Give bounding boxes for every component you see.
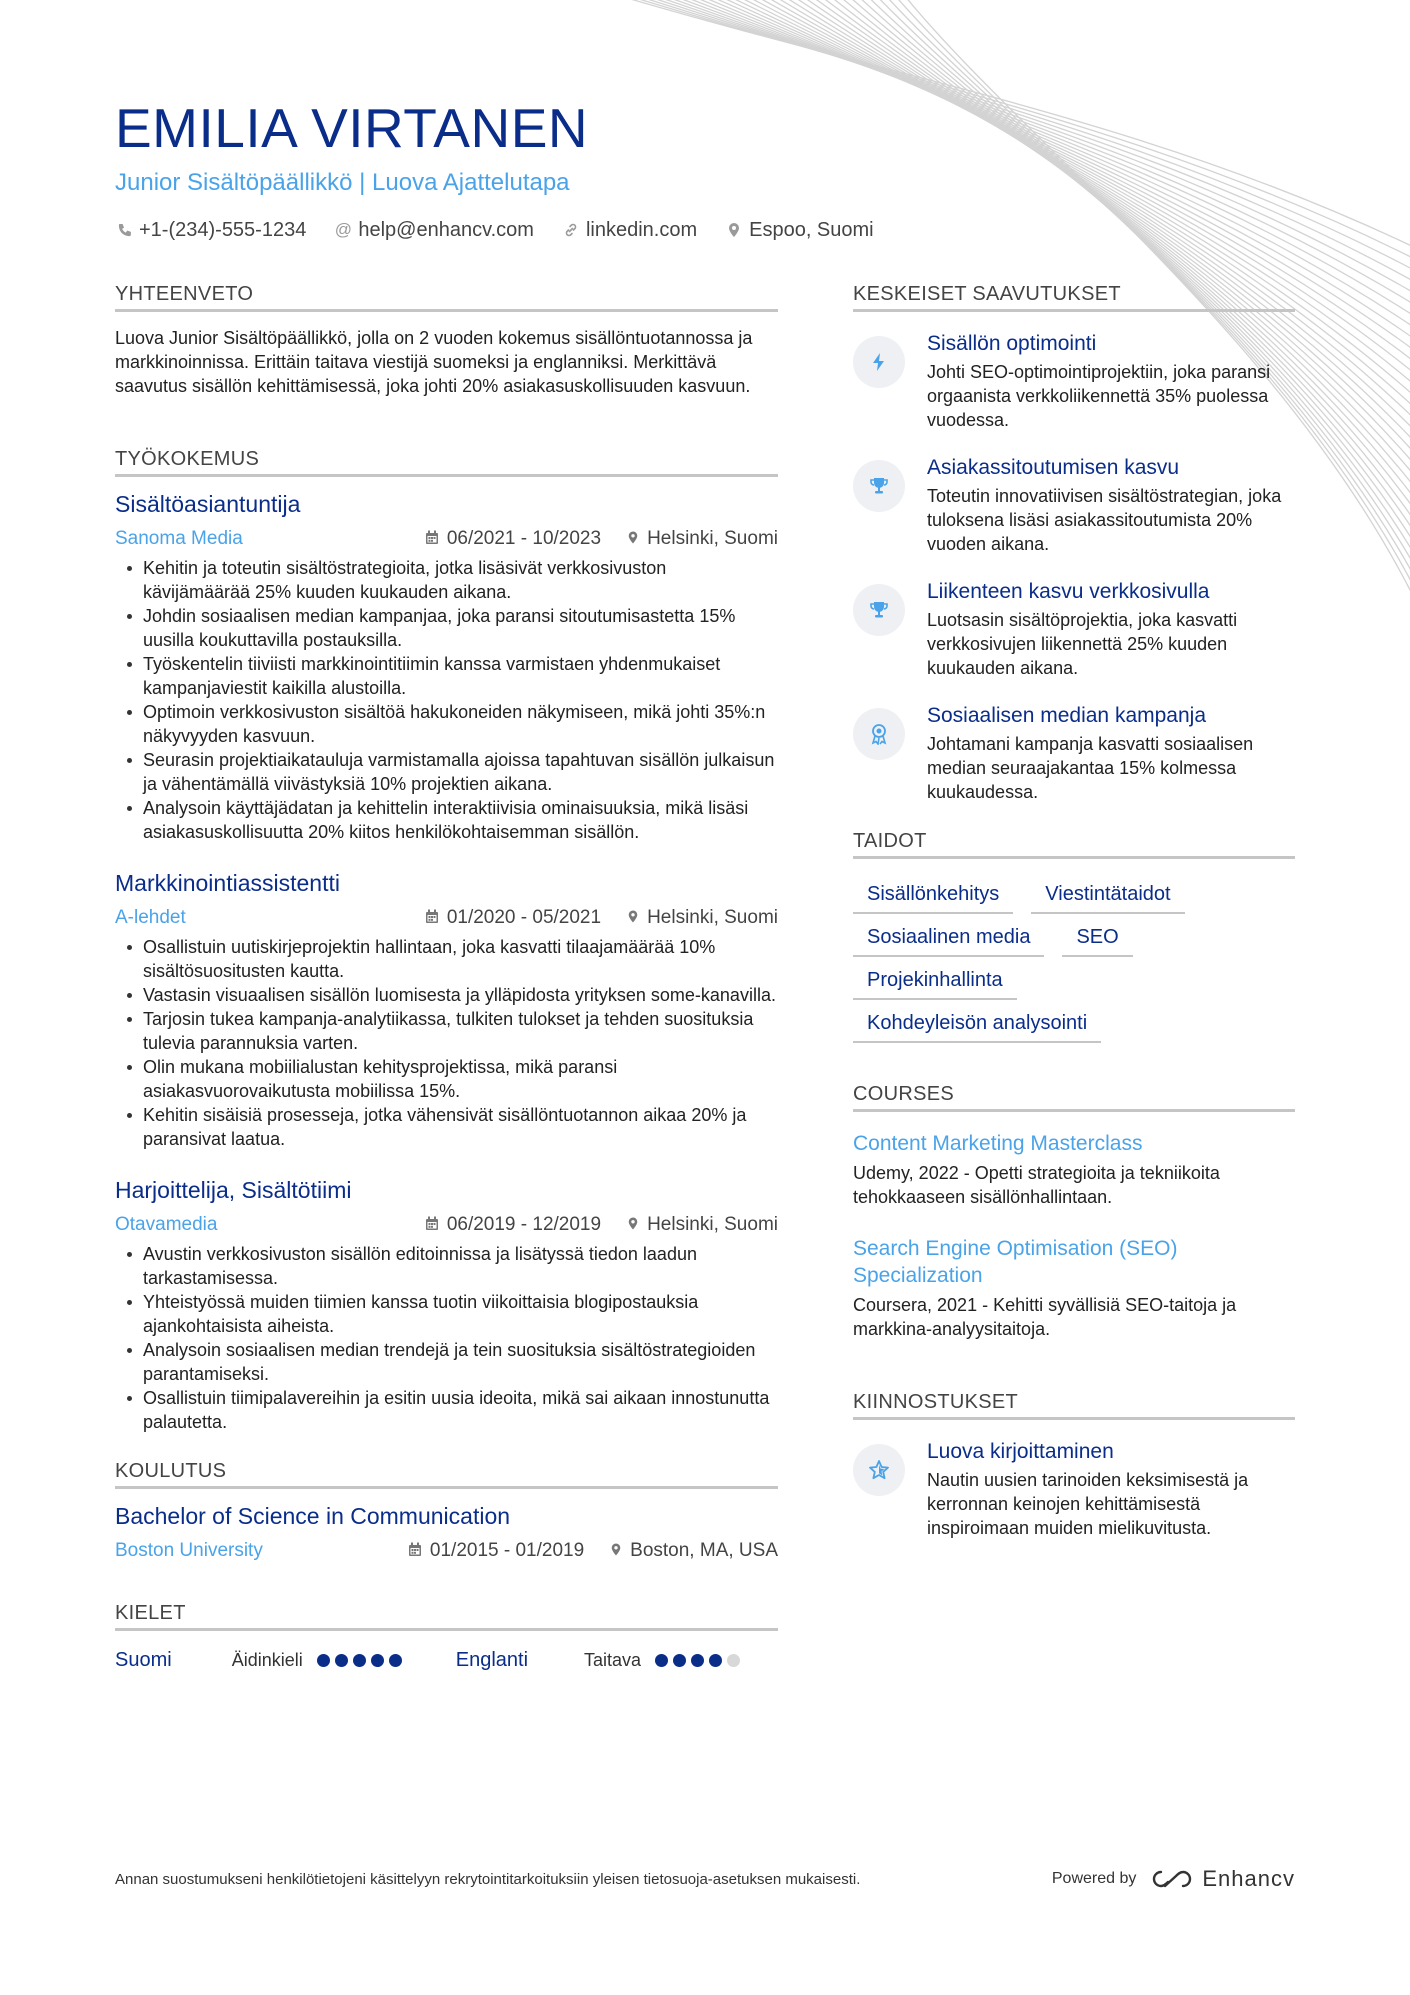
contact-phone-text: +1-(234)-555-1234 [139, 218, 307, 241]
award-icon [853, 708, 905, 760]
contact-linkedin-text: linkedin.com [585, 218, 698, 241]
bullet-item: Optimoin verkkosivuston sisältöä hakukoneiden näkymiseen, mikä johti 35%:n näkyvyyden kasvuun. [115, 700, 778, 748]
achievement-list [853, 332, 1295, 804]
achievement-item [853, 704, 1295, 804]
achievement-item [853, 332, 1295, 432]
job-meta [115, 528, 778, 550]
bullet-item: Kehitin ja toteutin sisältöstrategioita, jotka lisäsivät verkkosivuston kävijämäärää 25% kuuden kuukauden aikana. [115, 556, 778, 604]
achievements-title: KESKEISET SAAVUTUKSET [853, 283, 1295, 312]
course-desc: Coursera, 2021 - Kehitti syvällisiä SEO-taitoja ja markkina-analyysitaitoja. [853, 1295, 1237, 1339]
language-rating [655, 1654, 740, 1667]
map-pin-icon [627, 1216, 639, 1235]
bullet-item: Analysoin käyttäjädatan ja kehittelin interaktiivisia ominaisuuksia, mikä lisäsi asiakasuskollisuutta 20% kiitos henkilökohtaisemman sisällön. [115, 796, 778, 844]
skill-tag: Projekinhallinta [853, 969, 1017, 1000]
resume-header [115, 98, 874, 242]
course-title[interactable]: Content Marketing Masterclass [853, 1132, 1143, 1155]
achievement-item [853, 580, 1295, 680]
summary-title: YHTEENVETO [115, 283, 778, 312]
job-location [627, 528, 778, 550]
course-title[interactable]: Search Engine Optimisation (SEO) Specialization [853, 1237, 1178, 1287]
job-entry [115, 1177, 778, 1434]
right-column [853, 283, 1295, 1546]
interest-text [927, 1440, 1295, 1540]
job-location-text: Helsinki, Suomi [647, 528, 778, 549]
interest-title: Luova kirjoittaminen [927, 1440, 1114, 1463]
bullet-item: Avustin verkkosivuston sisällön editoinnissa ja lisätyssä tiedon laadun tarkastamisessa. [115, 1242, 778, 1290]
skill-tag: Sisällönkehitys [853, 883, 1013, 914]
skill-tag: Sosiaalinen media [853, 926, 1044, 957]
achievement-desc: Toteutin innovatiivisen sisältöstrategian, joka tuloksena lisäsi asiakassitoutumista 20% vuoden aikana. [927, 486, 1282, 554]
job-dates-text: 06/2019 - 12/2019 [446, 1214, 602, 1235]
bullet-item: Olin mukana mobiilialustan kehitysprojektissa, mikä paransi asiakasvuorovaikutusta mobiilissa 15%. [115, 1055, 778, 1103]
skills-title: TAIDOT [853, 830, 1295, 859]
language-level: Äidinkieli [231, 1650, 303, 1670]
candidate-subtitle: Junior Sisältöpäällikkö | Luova Ajattelutapa [115, 168, 570, 196]
job-dates [425, 528, 601, 550]
language-name: Suomi [115, 1649, 172, 1671]
interests-section [853, 1391, 1295, 1540]
rating-dot [335, 1654, 348, 1667]
job-location-text: Helsinki, Suomi [647, 907, 778, 928]
candidate-name: EMILIA VIRTANEN [115, 97, 589, 159]
job-dates-text: 01/2020 - 05/2021 [446, 907, 602, 928]
bullet-item: Johdin sosiaalisen median kampanjaa, joka paransi sitoutumisastetta 15% uusilla koukuttavilla postauksilla. [115, 604, 778, 652]
calendar-icon [425, 1216, 439, 1235]
rating-dot [709, 1654, 722, 1667]
achievement-desc: Johti SEO-optimointiprojektiin, joka paransi orgaanista verkkoliikennettä 35% puolessa vuodessa. [927, 362, 1271, 430]
courses-section [853, 1083, 1295, 1341]
skill-list [853, 883, 1293, 1043]
summary-text: Luova Junior Sisältöpäällikkö, jolla on 2 vuoden kokemus sisällöntuotannossa ja markkinoinnissa. Erittäin taitava viestijä suomeksi ja englanniksi. Merkittävä saavutus sisällön kehittämisessä, joka johti 20% asiakasuskollisuuden kasvuun. [115, 328, 753, 396]
language-rating [317, 1654, 402, 1667]
company-name: Otavamedia [115, 1214, 218, 1235]
achievement-desc: Johtamani kampanja kasvatti sosiaalisen median seuraajakantaa 15% kolmessa kuukaudessa. [927, 734, 1254, 802]
achievement-title: Sosiaalisen median kampanja [927, 704, 1206, 727]
languages-title: KIELET [115, 1602, 778, 1631]
degree: Bachelor of Science in Communication [115, 1503, 511, 1529]
trophy-icon [853, 584, 905, 636]
course-list [853, 1130, 1295, 1341]
job-entry [115, 491, 778, 844]
footer [115, 1866, 1295, 1892]
job-bullets [115, 556, 778, 844]
star-icon [853, 1444, 905, 1496]
company-name: A-lehdet [115, 907, 186, 928]
skill-tag: Viestintätaidot [1031, 883, 1184, 914]
bullet-item: Kehitin sisäisiä prosesseja, jotka vähensivät sisällöntuotannon aikaa 20% ja paransivat laatua. [115, 1103, 778, 1151]
achievement-title: Sisällön optimointi [927, 332, 1097, 355]
education-meta [115, 1540, 778, 1562]
contact-email[interactable] [334, 219, 534, 242]
map-pin-icon [610, 1542, 622, 1561]
bullet-item: Työskentelin tiiviisti markkinointitiimin kanssa varmistaen yhdenmukaiset kampanjaviestit kaikilla alustoilla. [115, 652, 778, 700]
enhancv-brand-text: Enhancv [1202, 1866, 1295, 1891]
contact-phone[interactable] [115, 219, 306, 242]
language-item [115, 1649, 402, 1672]
achievement-desc: Luotsasin sisältöprojektia, joka kasvatti verkkosivujen liikennettä 25% kuuden kuukauden aikana. [927, 610, 1238, 678]
job-bullets [115, 1242, 778, 1434]
achievement-text [927, 456, 1295, 556]
rating-dot [389, 1654, 402, 1667]
course-item [853, 1130, 1295, 1209]
bullet-item: Analysoin sosiaalisen median trendejä ja tein suosituksia sisältöstrategioiden parantamiseksi. [115, 1338, 778, 1386]
job-location [627, 907, 778, 929]
achievements-section [853, 283, 1295, 804]
enhancv-logo-icon [1150, 1868, 1194, 1890]
rating-dot [353, 1654, 366, 1667]
map-pin-icon [627, 909, 639, 928]
bullet-item: Vastasin visuaalisen sisällön luomisesta ja ylläpidosta yrityksen some-kanavilla. [115, 983, 778, 1007]
rating-dot [655, 1654, 668, 1667]
map-pin-icon [627, 530, 639, 549]
language-list [115, 1649, 778, 1672]
contact-email-text: help@enhancv.com [358, 218, 534, 241]
bullet-item: Seurasin projektiaikatauluja varmistamalla ajoissa tapahtuvan sisällön julkaisun ja vähentämällä viivästyksiä 10% projektien aikana. [115, 748, 778, 796]
job-dates [425, 1214, 601, 1236]
company-name: Sanoma Media [115, 528, 243, 549]
calendar-icon [425, 530, 439, 549]
interest-list [853, 1440, 1295, 1540]
rating-dot [673, 1654, 686, 1667]
map-pin-icon [725, 222, 743, 238]
course-item [853, 1235, 1295, 1341]
courses-title: COURSES [853, 1083, 1295, 1112]
rating-dot [727, 1654, 740, 1667]
bullet-item: Yhteistyössä muiden tiimien kanssa tuotin viikoittaisia blogipostauksia ajankohtaisista aiheista. [115, 1290, 778, 1338]
left-column [115, 283, 778, 1672]
job-dates [425, 907, 601, 929]
rating-dot [371, 1654, 384, 1667]
bullet-item: Osallistuin uutiskirjeprojektin hallintaan, joka kasvatti tilaajamäärää 10% sisältösuositusten kautta. [115, 935, 778, 983]
contact-bar [115, 219, 874, 242]
job-meta [115, 907, 778, 929]
achievement-text [927, 704, 1295, 804]
course-desc: Udemy, 2022 - Opetti strategioita ja tekniikoita tehokkaaseen sisällönhallintaan. [853, 1163, 1220, 1207]
language-name: Englanti [455, 1649, 529, 1671]
link-icon [562, 222, 580, 238]
rating-dot [691, 1654, 704, 1667]
education-section [115, 1460, 778, 1562]
bullet-item: Osallistuin tiimipalavereihin ja esitin uusia ideoita, mikä sai aikaan innostunutta palautetta. [115, 1386, 778, 1434]
contact-linkedin[interactable] [562, 219, 697, 242]
gdpr-consent: Annan suostumukseni henkilötietojeni käsittelyyn rekrytointitarkoituksiin yleisen tietosuoja-asetuksen mukaisesti. [115, 1870, 861, 1888]
enhancv-logo [1150, 1866, 1295, 1892]
experience-section [115, 448, 778, 1434]
skill-tag: SEO [1062, 926, 1132, 957]
job-location [627, 1214, 778, 1236]
job-dates-text: 06/2021 - 10/2023 [446, 528, 602, 549]
languages-section [115, 1602, 778, 1672]
achievement-text [927, 332, 1295, 432]
contact-location-text: Espoo, Suomi [749, 218, 874, 241]
trophy-icon [853, 460, 905, 512]
at-icon: @ [334, 220, 352, 239]
interests-title: KIINNOSTUKSET [853, 1391, 1295, 1420]
job-list [115, 491, 778, 1434]
education-dates [408, 1540, 584, 1562]
powered-by-label: Powered by [1051, 1870, 1137, 1887]
language-item [456, 1649, 740, 1672]
language-level: Taitava [584, 1650, 642, 1670]
education-title: KOULUTUS [115, 1460, 778, 1489]
achievement-item [853, 456, 1295, 556]
interest-desc: Nautin uusien tarinoiden keksimisestä ja kerronnan keinojen kehittämisestä inspiroimaan muiden mielikuvitusta. [927, 1470, 1249, 1538]
education-location-text: Boston, MA, USA [630, 1540, 778, 1561]
skill-tag: Kohdeyleisön analysointi [853, 1012, 1101, 1043]
school: Boston University [115, 1540, 263, 1561]
experience-title: TYÖKOKEMUS [115, 448, 778, 477]
achievement-title: Liikenteen kasvu verkkosivulla [927, 580, 1210, 603]
calendar-icon [425, 909, 439, 928]
job-title: Sisältöasiantuntija [115, 491, 301, 517]
interest-item [853, 1440, 1295, 1540]
lightning-icon [853, 336, 905, 388]
job-title: Markkinointiassistentti [115, 870, 340, 896]
bullet-item: Tarjosin tukea kampanja-analytiikassa, tulkiten tulokset ja tehden suosituksia tulevia parannuksia varten. [115, 1007, 778, 1055]
skills-section [853, 830, 1295, 1043]
job-title: Harjoittelija, Sisältötiimi [115, 1177, 352, 1203]
education-dates-text: 01/2015 - 01/2019 [429, 1540, 585, 1561]
phone-icon [115, 223, 133, 238]
achievement-title: Asiakassitoutumisen kasvu [927, 456, 1180, 479]
job-meta [115, 1214, 778, 1236]
rating-dot [317, 1654, 330, 1667]
contact-location [725, 219, 874, 242]
achievement-text [927, 580, 1295, 680]
job-entry [115, 870, 778, 1151]
job-location-text: Helsinki, Suomi [647, 1214, 778, 1235]
job-bullets [115, 935, 778, 1151]
calendar-icon [408, 1542, 422, 1561]
education-location [610, 1540, 778, 1562]
summary-section [115, 283, 778, 398]
powered-by[interactable] [1052, 1866, 1295, 1892]
